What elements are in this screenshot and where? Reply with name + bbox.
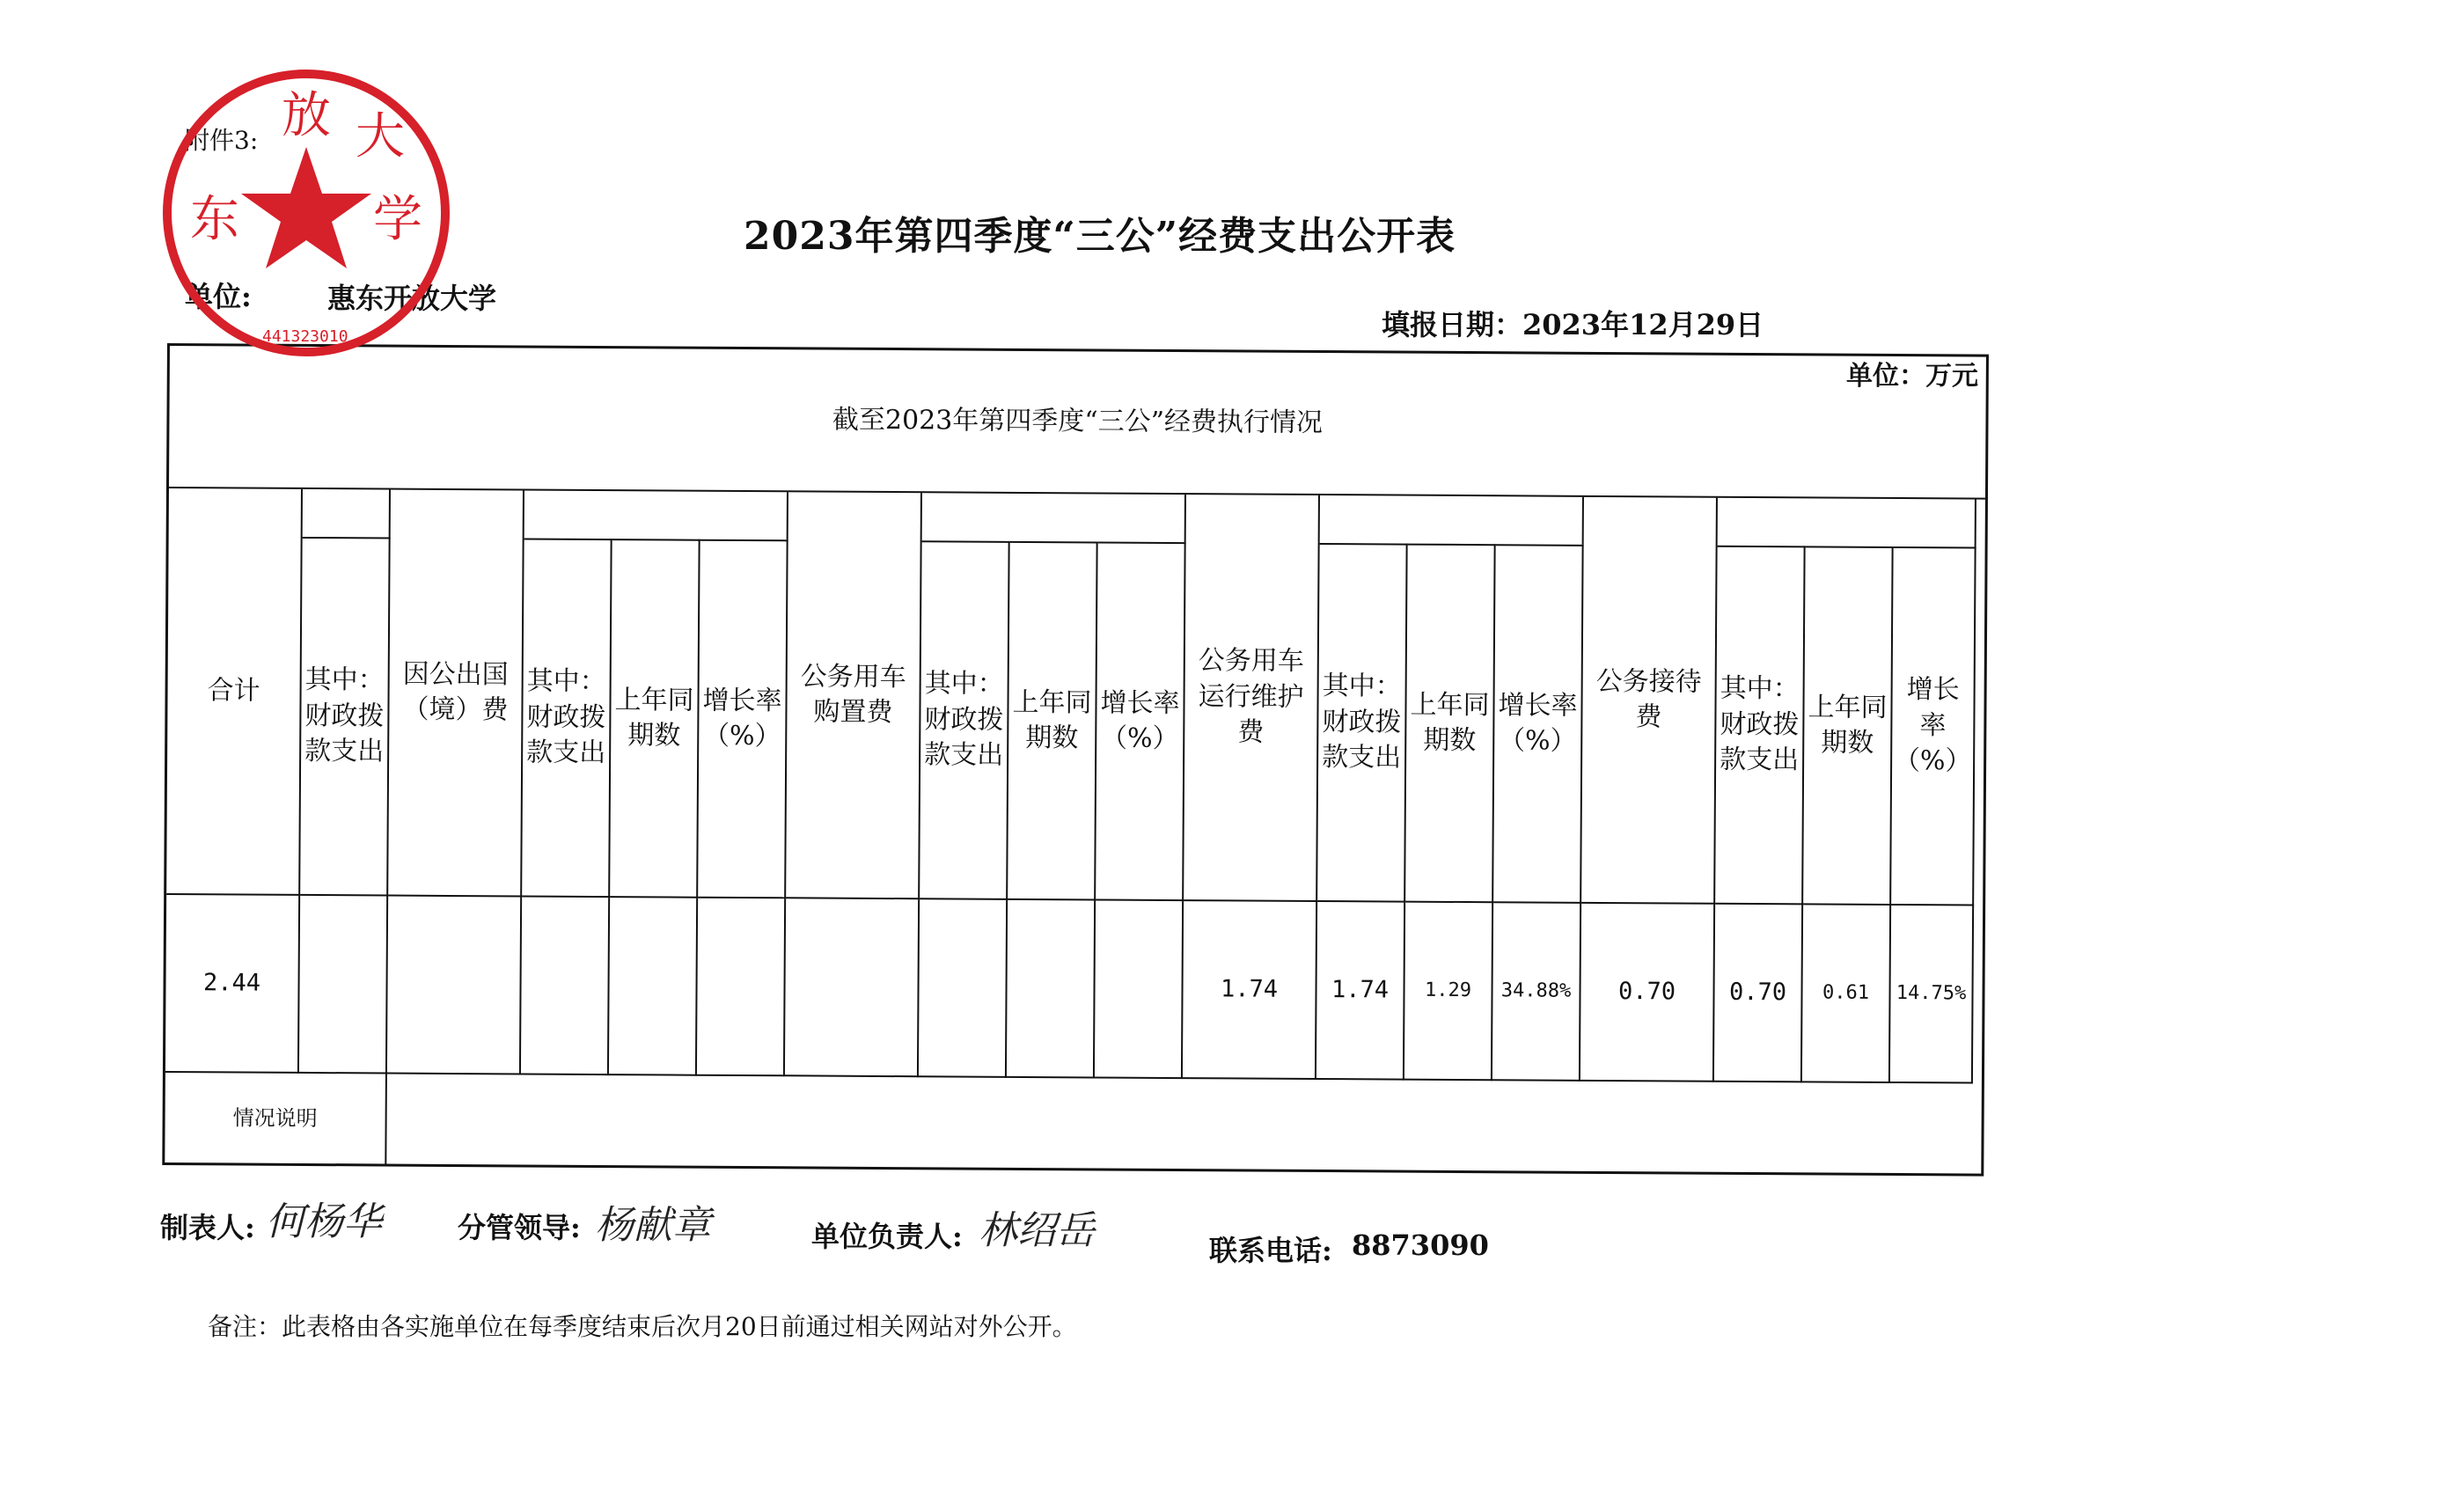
- value-cell: 0.70: [1580, 904, 1715, 1082]
- unit-name: 惠东开放大学: [327, 282, 497, 315]
- value-cell: [785, 898, 920, 1077]
- head-label: 单位负责人:: [811, 1220, 963, 1253]
- column-header: 上年同期数: [610, 539, 700, 898]
- column-header: 公务接待费: [1581, 497, 1718, 905]
- seal-code: 441323010: [262, 327, 348, 346]
- column-header: 公务用车运行维护费: [1184, 495, 1320, 902]
- value-cell: [1007, 900, 1096, 1079]
- column-header: 上年同期数: [1405, 544, 1495, 904]
- column-header: 其中：财政拨款支出: [300, 537, 390, 897]
- column-header: 上年同期数: [1803, 546, 1893, 906]
- preparer-label: 制表人:: [160, 1211, 255, 1244]
- seal-char-right: 学: [373, 191, 422, 248]
- value-cell: [697, 898, 786, 1077]
- phone-label: 联系电话:: [1209, 1234, 1332, 1267]
- value-cell: 1.74: [1183, 901, 1317, 1080]
- column-header: 增长率（%）: [698, 539, 788, 899]
- value-cell: 14.75%: [1890, 906, 1974, 1084]
- value-cell: 34.88%: [1492, 903, 1581, 1082]
- value-cell: [299, 896, 388, 1074]
- value-cell: 0.61: [1802, 905, 1891, 1083]
- seal-char-top2: 大: [356, 108, 405, 165]
- preparer-signature: 何杨华: [266, 1199, 382, 1244]
- head-signature: 林绍岳: [979, 1208, 1095, 1253]
- phone-number: 8873090: [1352, 1228, 1489, 1262]
- seal-char-top: 放: [282, 87, 331, 144]
- unit-label: 单位:: [185, 280, 252, 313]
- group-header-band: [1718, 498, 1976, 547]
- report-date: 填报日期：2023年12月29日: [1382, 308, 1764, 341]
- column-header: 增长率（%）: [1096, 541, 1185, 901]
- column-header: 其中：财政拨款支出: [1715, 546, 1805, 906]
- group-header-band: [303, 489, 391, 538]
- value-cell: 1.74: [1316, 902, 1405, 1081]
- seal-char-left: 东: [190, 191, 239, 248]
- column-header: 公务用车购置费: [786, 492, 922, 899]
- star-icon: [241, 147, 371, 268]
- column-header: 因公出国（境）费: [388, 490, 524, 898]
- value-cell: [387, 897, 522, 1075]
- value-cell: [1095, 900, 1184, 1079]
- column-header: 其中：财政拨款支出: [1317, 543, 1407, 903]
- value-cell: [521, 897, 610, 1075]
- leader-label: 分管领导:: [458, 1211, 581, 1244]
- official-seal: [157, 63, 456, 363]
- value-cell: [609, 898, 698, 1076]
- page-title: 2023年第四季度“三公”经费支出公开表: [744, 214, 1456, 259]
- money-unit: 单位：万元: [1846, 361, 1978, 392]
- value-cell: 0.70: [1714, 905, 1803, 1083]
- value-cell: [919, 899, 1008, 1078]
- group-header-band: [524, 490, 788, 539]
- value-cell: 1.29: [1404, 903, 1493, 1082]
- scan-margin: [2050, 0, 2464, 1496]
- column-header: 增长率（%）: [1493, 544, 1583, 904]
- value-cell: 2.44: [165, 895, 300, 1074]
- group-header-band: [922, 493, 1186, 542]
- leader-signature: 杨献章: [595, 1203, 711, 1248]
- expenditure-table: [162, 343, 1989, 1177]
- column-header: 合计: [166, 488, 303, 896]
- column-header: 增长率（%）: [1891, 546, 1976, 906]
- group-header-band: [1320, 495, 1584, 545]
- column-header: 其中：财政拨款支出: [920, 540, 1009, 900]
- footnote: 备注：此表格由各实施单位在每季度结束后次月20日前通过相关网站对外公开。: [208, 1312, 1077, 1341]
- remark-label: 情况说明: [165, 1073, 387, 1164]
- remark-value: [386, 1074, 1982, 1174]
- attachment-label: 附件3:: [185, 126, 259, 155]
- column-header: 其中：财政拨款支出: [522, 538, 612, 898]
- column-header: 上年同期数: [1008, 541, 1097, 901]
- section-title: 截至2023年第四季度“三公”经费执行情况: [169, 346, 1986, 500]
